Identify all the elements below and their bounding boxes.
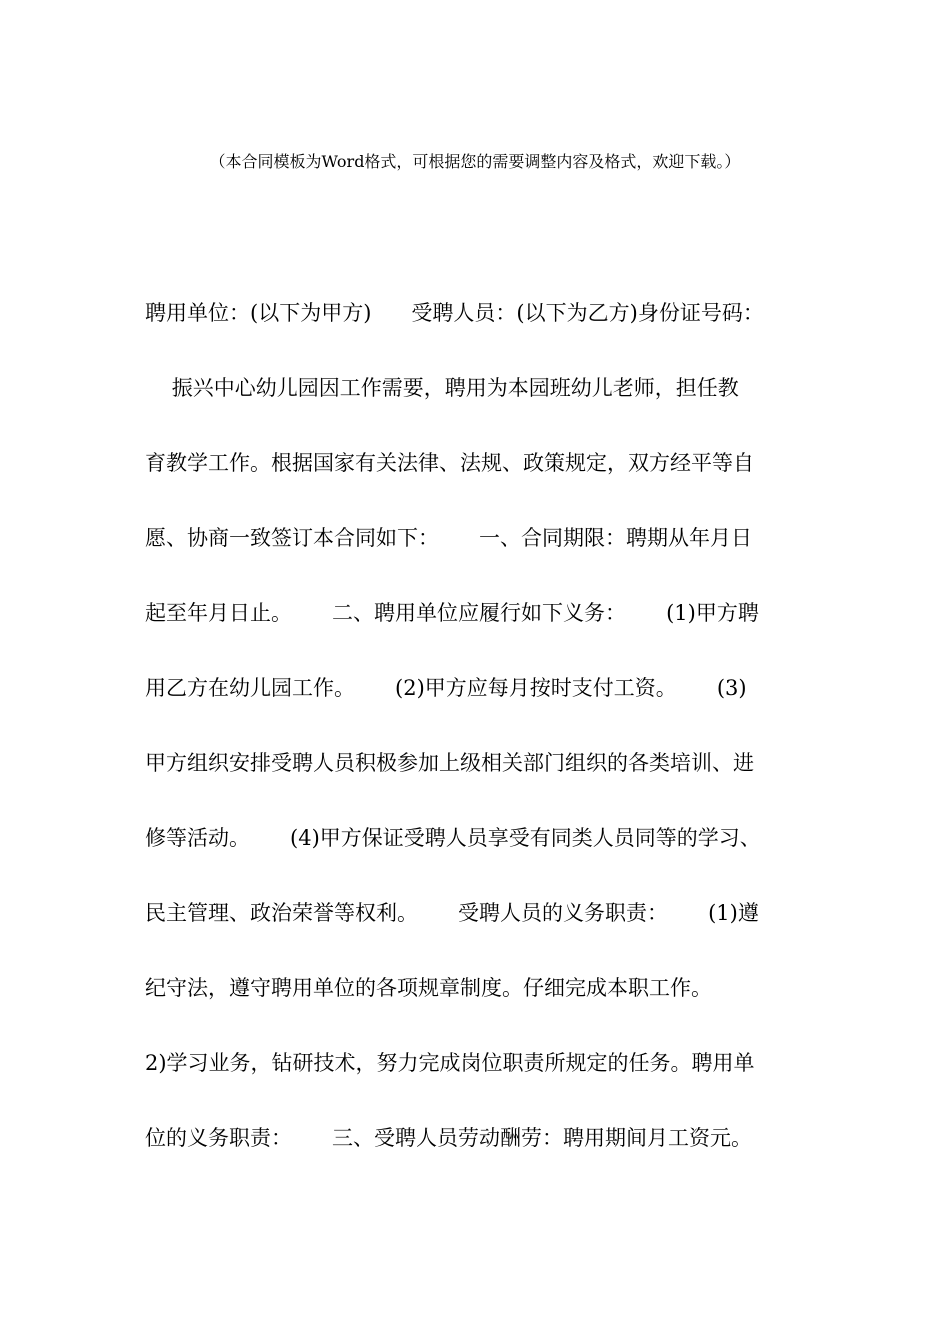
- contract-line: 2)学习业务，钻研技术，努力完成岗位职责所规定的任务。聘用单: [145, 1051, 755, 1075]
- contract-line: 用乙方在幼儿园工作。 (2)甲方应每月按时支付工资。 (3): [145, 676, 747, 700]
- contract-line: 振兴中心幼儿园因工作需要，聘用为本园班幼儿老师，担任教: [145, 376, 739, 400]
- contract-line: 甲方组织安排受聘人员积极参加上级相关部门组织的各类培训、进: [145, 751, 754, 775]
- contract-line: 纪守法，遵守聘用单位的各项规章制度。仔细完成本职工作。: [145, 976, 712, 1000]
- contract-line: 起至年月日止。 二、聘用单位应履行如下义务： (1)甲方聘: [145, 601, 759, 625]
- contract-line: 民主管理、政治荣誉等权利。 受聘人员的义务职责： (1)遵: [145, 901, 759, 925]
- contract-line: 位的义务职责： 三、受聘人员劳动酬劳：聘用期间月工资元。: [145, 1126, 753, 1150]
- template-note: （本合同模板为Word格式，可根据您的需要调整内容及格式，欢迎下载。）: [209, 152, 741, 171]
- contract-line: 育教学工作。根据国家有关法律、法规、政策规定，双方经平等自: [145, 451, 754, 475]
- contract-line: 修等活动。 (4)甲方保证受聘人员享受有同类人员同等的学习、: [145, 826, 761, 850]
- contract-body: [145, 293, 825, 1193]
- contract-line: 聘用单位：(以下为甲方) 受聘人员：(以下为乙方)身份证号码：: [145, 301, 764, 325]
- contract-line: 愿、协商一致签订本合同如下： 一、合同期限：聘期从年月日: [145, 526, 753, 550]
